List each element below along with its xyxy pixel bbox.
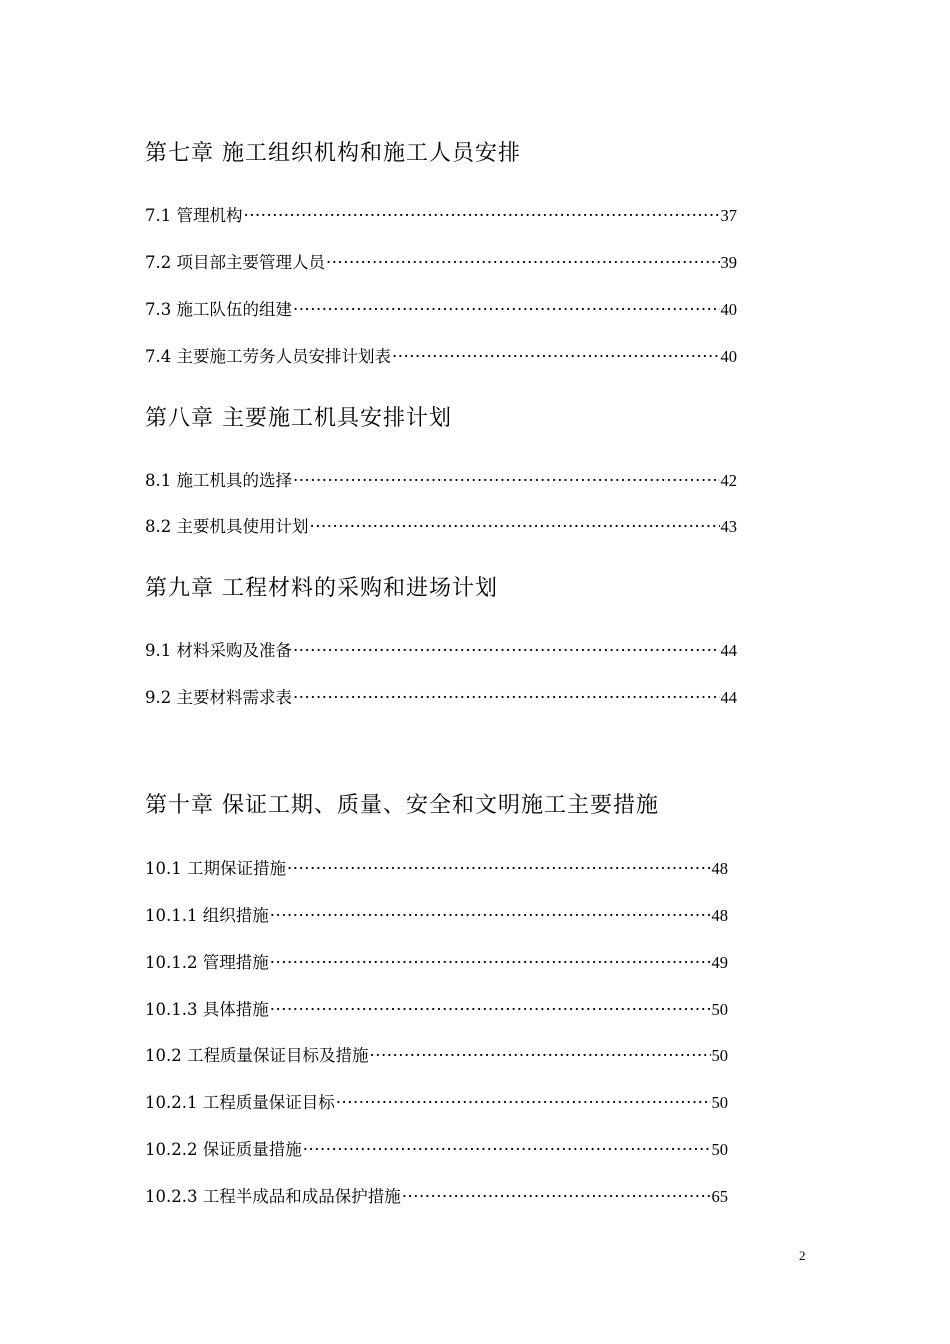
toc-entry-label: 10.1.2 管理措施	[145, 953, 269, 972]
toc-entry[interactable]	[145, 949, 728, 973]
toc-entry-page: 39	[720, 253, 737, 272]
toc-entry-page: 37	[720, 206, 737, 225]
toc-entry-page: 44	[720, 688, 737, 707]
toc-entry[interactable]	[145, 1136, 728, 1160]
dot-leader	[293, 300, 720, 319]
toc-entry-page: 50	[711, 1046, 728, 1065]
toc-entry[interactable]	[145, 296, 737, 320]
dot-leader	[402, 1187, 711, 1206]
toc-entry-page: 42	[720, 471, 737, 490]
toc-entry-label: 10.2.3 工程半成品和成品保护措施	[145, 1187, 401, 1206]
page-number: 2	[799, 1248, 806, 1263]
toc-entry[interactable]	[145, 249, 737, 273]
toc-entry-label: 7.3 施工队伍的组建	[145, 300, 292, 319]
toc-entry-label: 7.1 管理机构	[145, 206, 243, 225]
chapter-heading: 第十章 保证工期、质量、安全和文明施工主要措施	[145, 793, 659, 818]
toc-entry-page: 43	[720, 517, 737, 536]
toc-entry[interactable]	[145, 467, 737, 491]
chapter-heading: 第七章 施工组织机构和施工人员安排	[145, 141, 521, 166]
toc-entry[interactable]	[145, 684, 737, 708]
toc-entry-page: 48	[711, 906, 728, 925]
toc-entry[interactable]	[145, 202, 737, 226]
dot-leader	[287, 859, 711, 878]
toc-entry[interactable]	[145, 902, 728, 926]
toc-entry-label: 10.1.3 具体措施	[145, 1000, 269, 1019]
toc-entry-label: 8.2 主要机具使用计划	[145, 517, 309, 536]
dot-leader	[293, 641, 720, 660]
toc-entry-label: 10.2.1 工程质量保证目标	[145, 1093, 335, 1112]
toc-entry-label: 7.4 主要施工劳务人员安排计划表	[145, 347, 391, 366]
toc-entry-label: 10.2 工程质量保证目标及措施	[145, 1046, 369, 1065]
toc-entry[interactable]	[145, 343, 737, 367]
toc-entry-page: 50	[711, 1140, 728, 1159]
toc-entry-label: 9.2 主要材料需求表	[145, 688, 292, 707]
dot-leader	[303, 1140, 711, 1159]
toc-entry-page: 50	[711, 1000, 728, 1019]
toc-entry-page: 49	[711, 953, 728, 972]
dot-leader	[270, 906, 711, 925]
toc-entry-label: 10.2.2 保证质量措施	[145, 1140, 302, 1159]
toc-entry[interactable]	[145, 855, 728, 879]
toc-entry-page: 40	[720, 347, 737, 366]
dot-leader	[244, 206, 720, 225]
toc-entry[interactable]	[145, 637, 737, 661]
toc-entry-page: 44	[720, 641, 737, 660]
dot-leader	[293, 688, 720, 707]
toc-entry-label: 7.2 项目部主要管理人员	[145, 253, 325, 272]
dot-leader	[336, 1093, 711, 1112]
chapter-heading: 第八章 主要施工机具安排计划	[145, 406, 452, 431]
toc-entry-page: 40	[720, 300, 737, 319]
toc-entry-page: 50	[711, 1093, 728, 1112]
dot-leader	[392, 347, 720, 366]
toc-entry[interactable]	[145, 1042, 728, 1066]
dot-leader	[369, 1046, 710, 1065]
dot-leader	[310, 517, 720, 536]
toc-entry[interactable]	[145, 996, 728, 1020]
dot-leader	[270, 953, 711, 972]
toc-entry-label: 10.1 工期保证措施	[145, 859, 286, 878]
toc-entry-page: 48	[711, 859, 728, 878]
dot-leader	[293, 471, 720, 490]
toc-entry[interactable]	[145, 1089, 728, 1113]
dot-leader	[270, 1000, 711, 1019]
toc-entry-page: 65	[711, 1187, 728, 1206]
chapter-heading: 第九章 工程材料的采购和进场计划	[145, 576, 498, 601]
toc-entry-label: 10.1.1 组织措施	[145, 906, 269, 925]
toc-entry-label: 8.1 施工机具的选择	[145, 471, 292, 490]
dot-leader	[326, 253, 720, 272]
toc-entry[interactable]	[145, 513, 737, 537]
toc-entry[interactable]	[145, 1183, 728, 1207]
toc-entry-label: 9.1 材料采购及准备	[145, 641, 292, 660]
